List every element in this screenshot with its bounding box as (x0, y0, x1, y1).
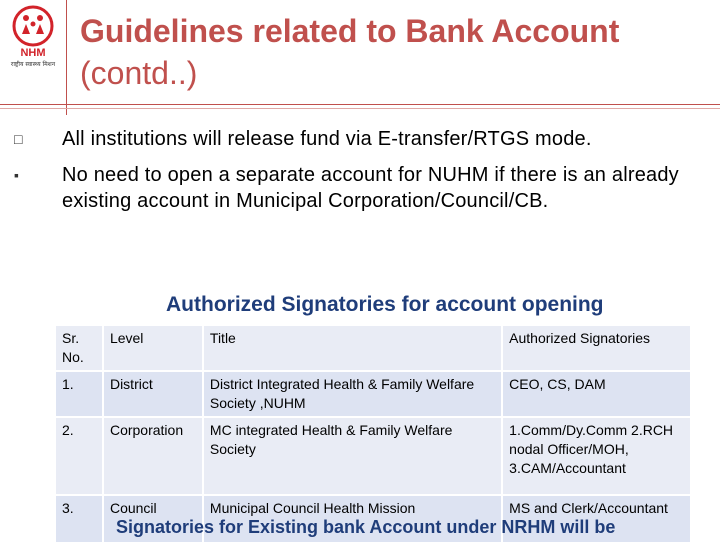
slide-title (80, 10, 619, 94)
horizontal-rule-secondary (0, 108, 720, 109)
logo-text: NHM (20, 47, 46, 59)
signatories-table-container (56, 326, 690, 544)
cell-signatories: MS and Clerk/Accountant (502, 495, 690, 543)
bullet-item (14, 162, 704, 214)
slide-title-line2: (contd..) (80, 55, 198, 91)
small-square-bullet-icon: ▪ (14, 167, 20, 183)
cell-sr-no: 2. (56, 417, 103, 495)
cell-sr-no: 3. (56, 495, 103, 543)
cell-title: Municipal Council Health Mission (203, 495, 502, 543)
vertical-rule (66, 0, 67, 115)
header-level: Level (103, 326, 203, 371)
header-authorized-signatories: Authorized Signatories (502, 326, 690, 371)
cell-sr-no: 1. (56, 371, 103, 417)
table-heading: Authorized Signatories for account opening (166, 293, 604, 316)
bullet-text: All institutions will release fund via E-transfer/RTGS mode. (62, 128, 592, 150)
cell-title: District Integrated Health & Family Welfare Society ,NUHM (203, 371, 502, 417)
cell-signatories: CEO, CS, DAM (502, 371, 690, 417)
table-row (56, 371, 690, 417)
cell-signatories: 1.Comm/Dy.Comm 2.RCH nodal Officer/MOH, 3.CAM/Accountant (502, 417, 690, 495)
cell-title: MC integrated Health & Family Welfare Society (203, 417, 502, 495)
cell-level: District (103, 371, 203, 417)
square-bullet-icon: □ (14, 131, 23, 147)
bullet-text: No need to open a separate account for NUHM if there is an already existing account in Municipal Corporation/Council/CB. (62, 164, 679, 212)
signatories-table (56, 326, 690, 544)
slide-title-line1: Guidelines related to Bank Account (80, 13, 620, 49)
horizontal-rule (0, 104, 720, 105)
bullet-item (14, 126, 704, 152)
logo-caption: राष्ट्रीय स्वास्थ्य मिशन (10, 61, 56, 68)
overlay-heading: Signatories for Existing bank Account under NRHM will be (116, 517, 616, 537)
cell-level: Council (103, 495, 203, 543)
table-row (56, 417, 690, 495)
cell-level: Corporation (103, 417, 203, 495)
nhm-logo (4, 4, 62, 72)
header-sr-no: Sr. No. (56, 326, 103, 371)
header-title: Title (203, 326, 502, 371)
table-header-row (56, 326, 690, 371)
bullet-list (14, 126, 704, 224)
